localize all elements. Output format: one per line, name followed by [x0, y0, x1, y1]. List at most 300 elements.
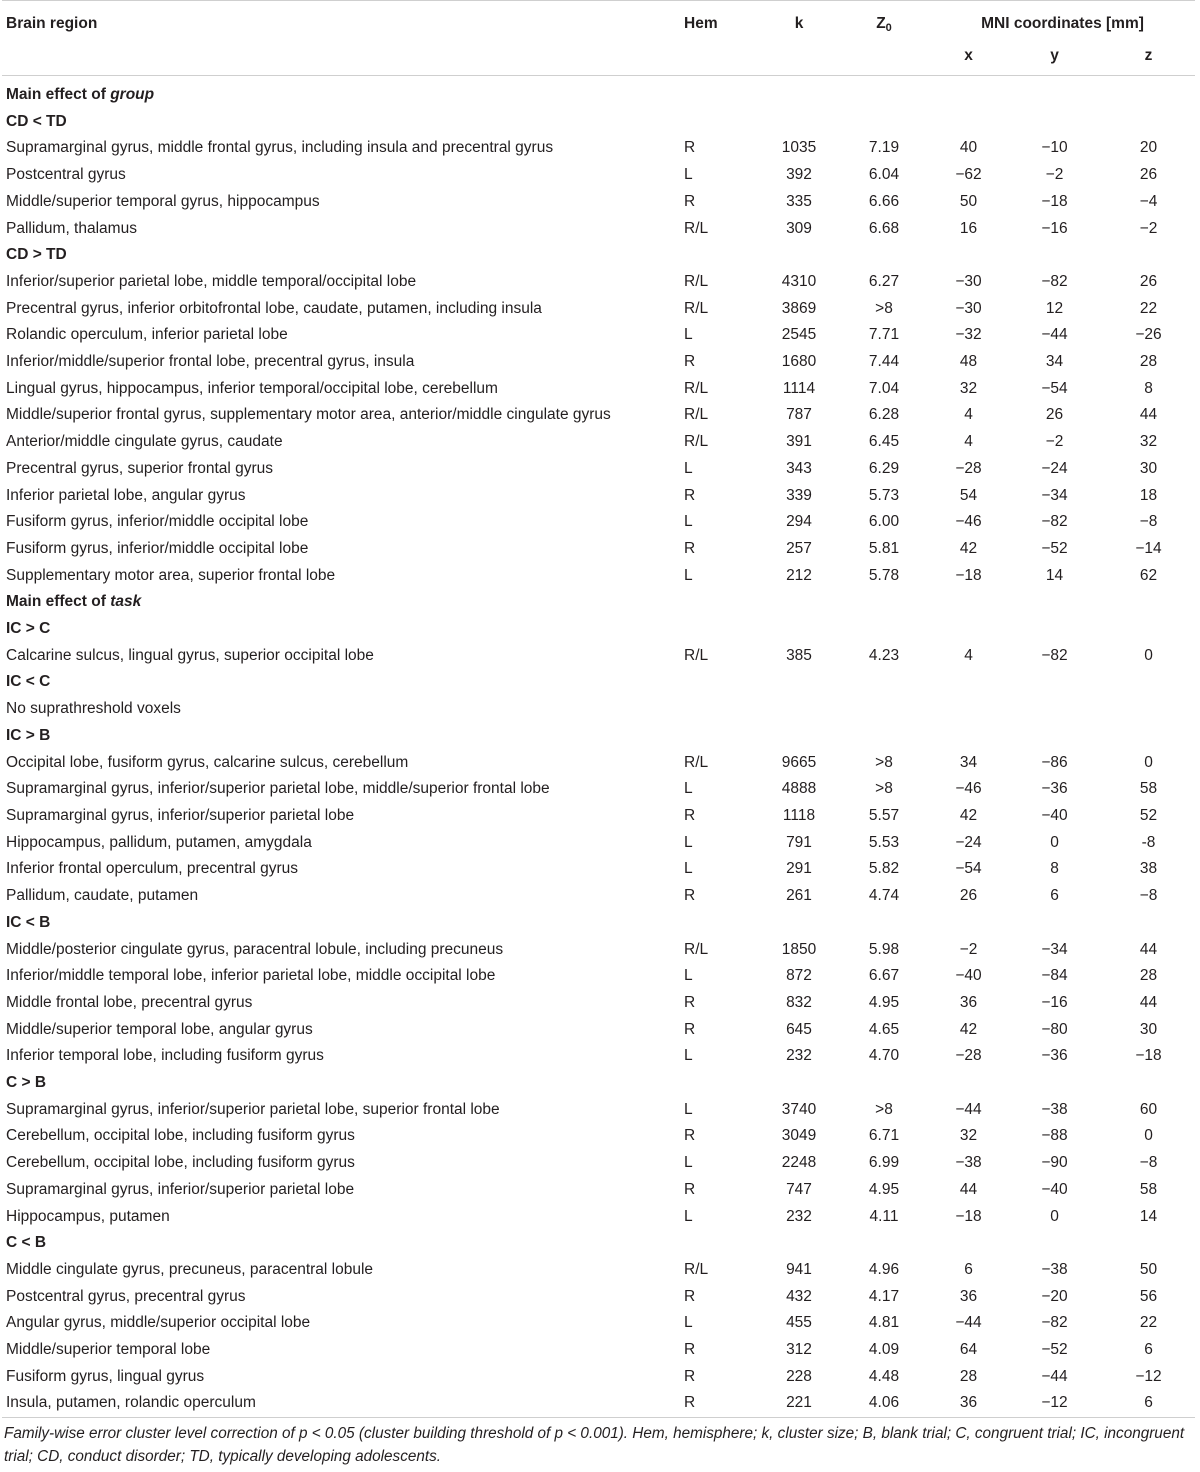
header-z0-base: Z — [876, 15, 886, 32]
cell-k: 3049 — [781, 1127, 817, 1145]
cell-k: 294 — [786, 513, 812, 531]
table-row — [2, 937, 1195, 964]
cell-x: −54 — [955, 860, 982, 878]
table-row — [2, 216, 1195, 243]
table-row — [2, 1043, 1195, 1070]
cell-brain-region: Cerebellum, occipital lobe, including fusiform gyrus — [6, 1127, 355, 1145]
cell-z: 52 — [1139, 806, 1158, 824]
cell-z0: 6.71 — [868, 1127, 900, 1145]
header-x: x — [964, 47, 973, 64]
table-row — [2, 162, 1195, 189]
cell-x: 42 — [959, 539, 978, 557]
cell-x: 16 — [959, 219, 978, 237]
table-row — [2, 776, 1195, 803]
cell-hem: L — [684, 513, 693, 531]
cell-y — [1007, 696, 1102, 723]
cell-k: 787 — [786, 406, 812, 424]
cell-z0: >8 — [875, 1100, 893, 1118]
cell-y: −36 — [1041, 1047, 1068, 1065]
cell-z0: 5.78 — [868, 566, 900, 584]
contrast-heading: IC < B — [6, 913, 51, 931]
cell-x: 36 — [959, 1287, 978, 1305]
cell-hem: L — [684, 566, 693, 584]
cell-z0: 7.19 — [868, 139, 900, 157]
cell-x: 48 — [959, 353, 978, 371]
cell-x: 42 — [959, 806, 978, 824]
cell-y: −34 — [1041, 486, 1068, 504]
cell-z: 0 — [1144, 1127, 1153, 1145]
cell-x: 36 — [930, 1390, 1007, 1417]
cell-brain-region: Middle/posterior cingulate gyrus, paracentral lobule, including precuneus — [6, 940, 504, 958]
table-row — [2, 803, 1195, 830]
table-row — [2, 189, 1195, 216]
cell-y: −38 — [1041, 1100, 1068, 1118]
cell-z0: >8 — [875, 780, 893, 798]
cell-hem: R — [684, 993, 696, 1011]
cell-z: 30 — [1139, 1020, 1158, 1038]
table-header — [2, 1, 1195, 76]
cell-k: 343 — [786, 459, 812, 477]
cell-y: −44 — [1041, 326, 1068, 344]
cell-y: −52 — [1041, 1341, 1068, 1359]
cell-hem: R — [684, 1127, 696, 1145]
cell-k: 832 — [786, 993, 812, 1011]
cell-brain-region: Middle cingulate gyrus, precuneus, paracentral lobule — [6, 1260, 374, 1278]
table-row — [2, 1310, 1195, 1337]
cell-z0: 4.06 — [838, 1390, 930, 1417]
cell-brain-region: Fusiform gyrus, lingual gyrus — [6, 1367, 205, 1385]
cell-hem: R/L — [684, 753, 709, 771]
cell-z0: 5.73 — [868, 486, 900, 504]
cell-brain-region: Middle/superior temporal lobe, angular gyrus — [6, 1020, 313, 1038]
cell-hem: R/L — [684, 940, 709, 958]
cell-y: −82 — [1041, 513, 1068, 531]
section-heading-prefix: Main effect of — [6, 593, 111, 611]
cell-x: 26 — [959, 887, 978, 905]
cell-brain-region: Lingual gyrus, hippocampus, inferior temporal/occipital lobe, cerebellum — [6, 379, 498, 397]
cell-z0: 6.28 — [868, 406, 900, 424]
table-footnote: Family-wise error cluster level correction of p < 0.05 (cluster building threshold of p < 0.001). Hem, hemisphere; k, cluster size; B, blank trial; C, congruent trial; IC, incongruent trial; CD, conduct disorder; TD, typically developing adolescents. — [4, 1425, 1185, 1465]
cell-hem: R — [684, 192, 696, 210]
cell-brain-region: Inferior/middle temporal lobe, inferior parietal lobe, middle occipital lobe — [6, 967, 496, 985]
cell-hem: R — [684, 139, 696, 157]
cell-y: −44 — [1041, 1367, 1068, 1385]
cell-brain-region: Supramarginal gyrus, inferior/superior parietal lobe — [6, 806, 355, 824]
cell-x: 4 — [964, 433, 973, 451]
table-row — [2, 349, 1195, 376]
header-z: z — [1144, 47, 1153, 64]
cell-x: −30 — [955, 272, 982, 290]
cell-x: 64 — [959, 1341, 978, 1359]
cell-x: −38 — [955, 1154, 982, 1172]
cell-brain-region: Pallidum, thalamus — [6, 219, 137, 237]
cell-k: 228 — [786, 1367, 812, 1385]
cell-hem: L — [684, 1314, 693, 1332]
cell-k: 645 — [786, 1020, 812, 1038]
cell-y: −10 — [1041, 139, 1068, 157]
cell-hem: R/L — [684, 379, 709, 397]
cell-brain-region: Occipital lobe, fusiform gyrus, calcarine sulcus, cerebellum — [6, 753, 409, 771]
cell-hem: R — [684, 1180, 696, 1198]
table-row — [2, 1390, 1195, 1417]
cell-k: 2248 — [781, 1154, 817, 1172]
cell-brain-region: Pallidum, caudate, putamen — [6, 887, 199, 905]
cell-hem: R/L — [684, 433, 709, 451]
cell-x: 44 — [959, 1180, 978, 1198]
cell-y: −38 — [1041, 1260, 1068, 1278]
cell-hem: R — [684, 353, 696, 371]
cell-y: 6 — [1050, 887, 1059, 905]
cell-y: −40 — [1041, 1180, 1068, 1198]
contrast-heading: C < B — [6, 1234, 47, 1252]
cell-z0: 5.82 — [868, 860, 900, 878]
cell-y: −80 — [1041, 1020, 1068, 1038]
cell-y: 34 — [1045, 353, 1064, 371]
cell-x: −18 — [955, 566, 982, 584]
cell-y: −52 — [1041, 539, 1068, 557]
table-row — [2, 1257, 1195, 1284]
cell-z: 18 — [1139, 486, 1158, 504]
cell-y: −24 — [1041, 459, 1068, 477]
table-row — [2, 990, 1195, 1017]
cell-z: 58 — [1139, 1180, 1158, 1198]
table-row — [2, 1337, 1195, 1364]
header-brain-region: Brain region — [6, 15, 98, 32]
cell-hem: R — [684, 806, 696, 824]
cell-brain-region: No suprathreshold voxels — [6, 700, 181, 718]
cell-z0: 6.04 — [868, 166, 900, 184]
cell-k: 872 — [786, 967, 812, 985]
header-mni: MNI coordinates [mm] — [981, 15, 1144, 32]
cell-hem: R/L — [684, 219, 709, 237]
cell-k — [760, 696, 838, 723]
cell-z: −26 — [1135, 326, 1162, 344]
cell-hem: L — [684, 833, 693, 851]
contrast-heading-row — [2, 242, 1195, 269]
cell-k: 1118 — [782, 806, 816, 824]
contrast-heading: IC > C — [6, 620, 51, 638]
table-row — [2, 135, 1195, 162]
cell-x: 54 — [959, 486, 978, 504]
cell-z: 44 — [1139, 993, 1158, 1011]
section-heading-emphasis: task — [110, 593, 142, 611]
table-row — [2, 322, 1195, 349]
cell-k: 335 — [786, 192, 812, 210]
cell-brain-region: Supramarginal gyrus, middle frontal gyrus, including insula and precentral gyrus — [6, 139, 554, 157]
cell-z: 28 — [1139, 967, 1158, 985]
contrast-heading: C > B — [6, 1074, 47, 1092]
table-row — [2, 1204, 1195, 1231]
cell-z: −8 — [1139, 887, 1158, 905]
cell-z0: 4.74 — [868, 887, 900, 905]
cell-k: 221 — [760, 1390, 838, 1417]
contrast-heading: CD < TD — [6, 112, 67, 130]
cell-x: −28 — [955, 459, 982, 477]
cell-z: −8 — [1139, 513, 1158, 531]
table-row — [2, 1177, 1195, 1204]
cell-z: 50 — [1139, 1260, 1158, 1278]
cell-k: 941 — [786, 1260, 812, 1278]
cell-z: 44 — [1139, 406, 1158, 424]
cell-k: 791 — [786, 833, 812, 851]
cell-z: 0 — [1144, 646, 1153, 664]
cell-z0: 7.44 — [868, 353, 900, 371]
cell-k: 3869 — [781, 299, 817, 317]
header-y: y — [1050, 47, 1059, 64]
cell-k: 261 — [786, 887, 812, 905]
contrast-heading-row — [2, 109, 1195, 136]
cell-hem: L — [684, 860, 693, 878]
cell-hem: L — [684, 1154, 693, 1172]
cell-x: −44 — [955, 1100, 982, 1118]
cell-y: 14 — [1045, 566, 1064, 584]
cell-x: 4 — [964, 646, 973, 664]
cell-k: 212 — [786, 566, 812, 584]
cell-z: 32 — [1139, 433, 1158, 451]
cell-z: 58 — [1139, 780, 1158, 798]
cell-z0: 6.99 — [868, 1154, 900, 1172]
cell-y: −86 — [1041, 753, 1068, 771]
table-row — [2, 856, 1195, 883]
cell-z0: 6.66 — [868, 192, 900, 210]
cell-x: 4 — [964, 406, 973, 424]
cell-z: 60 — [1139, 1100, 1158, 1118]
cell-brain-region: Cerebellum, occipital lobe, including fusiform gyrus — [6, 1154, 355, 1172]
section-heading-row — [2, 589, 1195, 616]
cell-z0: 4.17 — [868, 1287, 900, 1305]
cell-z: 0 — [1144, 753, 1153, 771]
cell-k: 4888 — [781, 780, 817, 798]
cell-k: 9665 — [781, 753, 817, 771]
cell-brain-region: Insula, putamen, rolandic operculum — [2, 1390, 682, 1417]
cell-y: 26 — [1045, 406, 1064, 424]
cell-z: 26 — [1139, 166, 1158, 184]
cell-k: 1680 — [781, 353, 817, 371]
cell-y: −16 — [1041, 219, 1068, 237]
cell-hem: R — [684, 486, 696, 504]
cell-z0: 4.96 — [868, 1260, 900, 1278]
contrast-heading-row — [2, 1070, 1195, 1097]
cell-brain-region: Inferior/middle/superior frontal lobe, precentral gyrus, insula — [6, 353, 415, 371]
cell-y: −2 — [1045, 166, 1064, 184]
table-row — [2, 429, 1195, 456]
cell-hem: R — [684, 1341, 696, 1359]
cell-hem: R — [684, 887, 696, 905]
contrast-heading-row — [2, 723, 1195, 750]
cell-z: 6 — [1144, 1341, 1153, 1359]
cell-y: −16 — [1041, 993, 1068, 1011]
cell-z0: 7.71 — [868, 326, 900, 344]
cell-brain-region: Fusiform gyrus, inferior/middle occipital lobe — [6, 539, 309, 557]
cell-hem: R — [684, 1020, 696, 1038]
contrast-heading-row — [2, 616, 1195, 643]
cell-k: 385 — [786, 646, 812, 664]
cell-brain-region: Inferior temporal lobe, including fusiform gyrus — [6, 1047, 324, 1065]
cell-z0: 6.29 — [868, 459, 900, 477]
cell-brain-region: Middle/superior frontal gyrus, supplementary motor area, anterior/middle cingulate gyrus — [6, 406, 611, 424]
cell-x: −18 — [955, 1207, 982, 1225]
cell-brain-region: Angular gyrus, middle/superior occipital lobe — [6, 1314, 311, 1332]
section-heading — [2, 589, 1195, 616]
cell-brain-region: Anterior/middle cingulate gyrus, caudate — [6, 433, 283, 451]
cell-z: −14 — [1135, 539, 1162, 557]
header-z0-sub: 0 — [885, 22, 892, 34]
cell-x: 36 — [959, 993, 978, 1011]
cell-hem: L — [684, 166, 693, 184]
cell-z0: 6.00 — [868, 513, 900, 531]
cell-z0: 4.48 — [868, 1367, 900, 1385]
cell-x: 6 — [964, 1260, 973, 1278]
cell-x: 50 — [959, 192, 978, 210]
cell-x: −30 — [955, 299, 982, 317]
table-row — [2, 296, 1195, 323]
cell-k: 455 — [786, 1314, 812, 1332]
table-row — [2, 483, 1195, 510]
cell-z0: 6.67 — [868, 967, 900, 985]
cell-k: 2545 — [781, 326, 817, 344]
cell-hem: L — [684, 1047, 693, 1065]
cell-z0: 4.70 — [868, 1047, 900, 1065]
cell-z: 44 — [1139, 940, 1158, 958]
cell-k: 232 — [786, 1207, 812, 1225]
results-table — [2, 0, 1195, 1418]
cell-x: 32 — [959, 1127, 978, 1145]
cell-x: 34 — [959, 753, 978, 771]
table-row — [2, 536, 1195, 563]
table-row — [2, 376, 1195, 403]
cell-hem: L — [684, 1100, 693, 1118]
cell-y: −12 — [1007, 1390, 1102, 1417]
section-heading — [2, 76, 1195, 109]
cell-y: −20 — [1041, 1287, 1068, 1305]
cell-x: −46 — [955, 513, 982, 531]
cell-hem: R — [684, 1287, 696, 1305]
cell-hem: R — [682, 1390, 760, 1417]
table-row — [2, 963, 1195, 990]
cell-x: 28 — [959, 1367, 978, 1385]
cell-y: −82 — [1041, 272, 1068, 290]
cell-hem: R/L — [684, 272, 709, 290]
cell-k: 1850 — [781, 940, 817, 958]
cell-k: 747 — [786, 1180, 812, 1198]
cell-z0: 4.95 — [868, 1180, 900, 1198]
cell-z0: 4.09 — [868, 1341, 900, 1359]
table-row — [2, 1017, 1195, 1044]
cell-brain-region: Hippocampus, putamen — [6, 1207, 170, 1225]
table-row — [2, 269, 1195, 296]
table-row — [2, 696, 1195, 723]
cell-z0: >8 — [875, 753, 893, 771]
cell-brain-region: Middle frontal lobe, precentral gyrus — [6, 993, 253, 1011]
cell-y: 8 — [1050, 860, 1059, 878]
cell-z0: >8 — [875, 299, 893, 317]
cell-hem: L — [684, 780, 693, 798]
cell-z0: 5.57 — [868, 806, 900, 824]
cell-hem: L — [684, 1207, 693, 1225]
table-row — [2, 456, 1195, 483]
table-row — [2, 830, 1195, 857]
cell-k: 1035 — [781, 139, 817, 157]
cell-brain-region: Inferior frontal operculum, precentral gyrus — [6, 860, 299, 878]
cell-brain-region: Precentral gyrus, inferior orbitofrontal lobe, caudate, putamen, including insula — [6, 299, 542, 317]
cell-brain-region: Postcentral gyrus, precentral gyrus — [6, 1287, 246, 1305]
table-row — [2, 883, 1195, 910]
cell-z: 38 — [1139, 860, 1158, 878]
cell-brain-region: Inferior parietal lobe, angular gyrus — [6, 486, 246, 504]
contrast-heading-row — [2, 910, 1195, 937]
cell-y: −84 — [1041, 967, 1068, 985]
cell-x: −46 — [955, 780, 982, 798]
cell-brain-region: Supplementary motor area, superior frontal lobe — [6, 566, 336, 584]
cell-z: -8 — [1141, 833, 1156, 851]
cell-y: −82 — [1041, 1314, 1068, 1332]
table-row — [2, 402, 1195, 429]
cell-brain-region: Hippocampus, pallidum, putamen, amygdala — [6, 833, 312, 851]
cell-z0: 4.11 — [869, 1207, 899, 1225]
cell-y: −34 — [1041, 940, 1068, 958]
cell-z: −8 — [1139, 1154, 1158, 1172]
cell-y: −82 — [1041, 646, 1068, 664]
cell-k: 432 — [786, 1287, 812, 1305]
cell-brain-region: Middle/superior temporal gyrus, hippocampus — [6, 192, 320, 210]
section-heading-emphasis: group — [110, 86, 155, 103]
cell-y: −2 — [1045, 433, 1064, 451]
cell-x: −24 — [955, 833, 982, 851]
table-row — [2, 1123, 1195, 1150]
table-row — [2, 1150, 1195, 1177]
cell-k: 339 — [786, 486, 812, 504]
cell-x: −2 — [959, 940, 978, 958]
cell-x: 32 — [959, 379, 978, 397]
cell-z: 62 — [1139, 566, 1158, 584]
cell-z0: 5.98 — [868, 940, 900, 958]
cell-hem — [682, 696, 760, 723]
cell-k: 232 — [786, 1047, 812, 1065]
cell-z0: 6.27 — [868, 272, 900, 290]
cell-y: 0 — [1050, 833, 1059, 851]
cell-hem: L — [684, 326, 693, 344]
header-k: k — [794, 15, 804, 32]
cell-x: −32 — [955, 326, 982, 344]
cell-x: −28 — [955, 1047, 982, 1065]
contrast-heading: IC > B — [6, 726, 51, 744]
cell-z: 6 — [1102, 1390, 1195, 1417]
table-row — [2, 643, 1195, 670]
cell-z: −2 — [1139, 219, 1158, 237]
cell-brain-region: Rolandic operculum, inferior parietal lobe — [6, 326, 288, 344]
cell-x: −44 — [955, 1314, 982, 1332]
cell-brain-region: Calcarine sulcus, lingual gyrus, superior occipital lobe — [6, 646, 374, 664]
cell-y: 0 — [1050, 1207, 1059, 1225]
table-body — [2, 76, 1195, 1418]
cell-brain-region: Postcentral gyrus — [6, 166, 126, 184]
cell-z: −18 — [1135, 1047, 1162, 1065]
cell-z: 30 — [1139, 459, 1158, 477]
cell-z: 8 — [1144, 379, 1153, 397]
cell-brain-region: Precentral gyrus, superior frontal gyrus — [6, 459, 274, 477]
cell-y: −36 — [1041, 780, 1068, 798]
cell-z: −12 — [1135, 1367, 1162, 1385]
cell-y: 12 — [1045, 299, 1064, 317]
cell-k: 257 — [786, 539, 812, 557]
cell-k: 391 — [786, 433, 812, 451]
table-row — [2, 563, 1195, 590]
cell-k: 3740 — [781, 1100, 817, 1118]
section-heading-prefix: Main effect of — [6, 86, 111, 103]
cell-y: −90 — [1041, 1154, 1068, 1172]
cell-z: 56 — [1139, 1287, 1158, 1305]
cell-z0: 5.81 — [868, 539, 900, 557]
